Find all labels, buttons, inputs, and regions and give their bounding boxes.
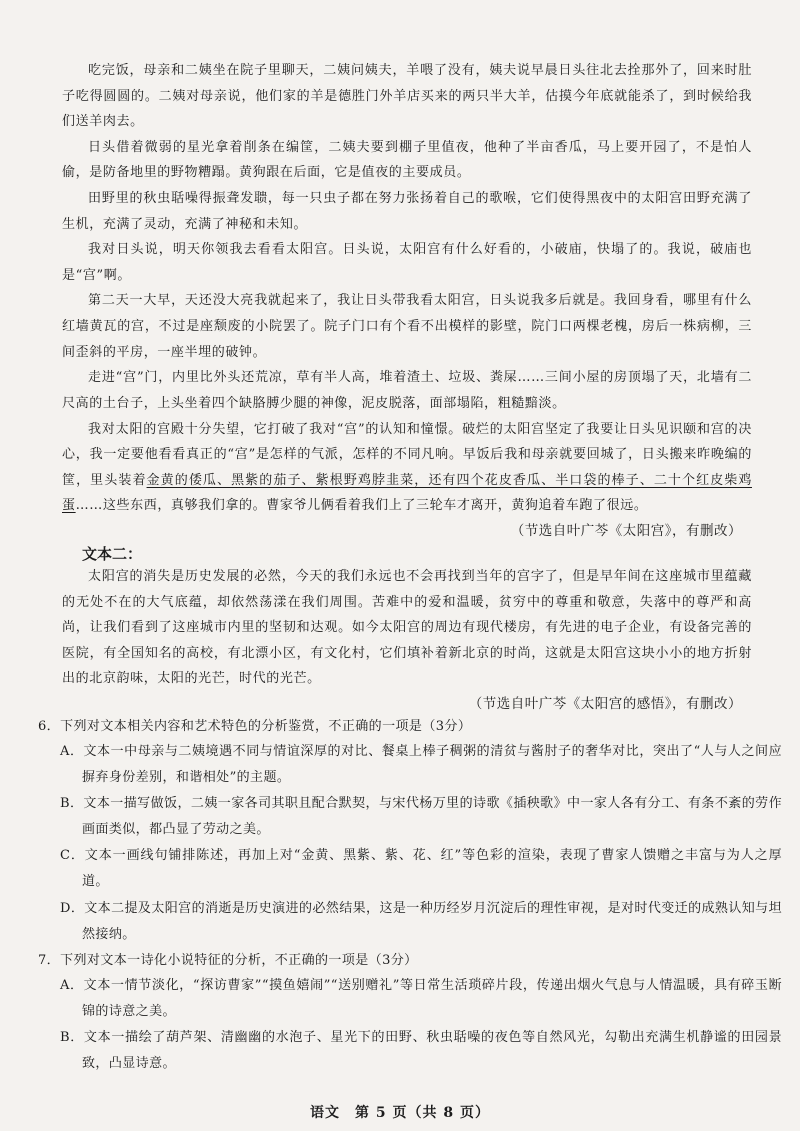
paragraph-7-text-a: 我对太阳的宫殿十分失望，它打破了我对“宫”的认知和憧憬。破烂的太阳宫坚定了我要让日头见识颐和宫的决心，我一定要他看看真正的“宫”是怎样的气派，怎样的不同凡响。早饭后我和母亲就要回城了，日头搬来昨晚编的筐，里头装着 xyxy=(62,421,752,488)
text1-paragraph-4: 我对日头说，明天你领我去看看太阳宫。日头说，太阳宫有什么好看的，小破庙，快塌了的。我说，破庙也是“宫”啊。 xyxy=(62,242,752,283)
text1-paragraph-7 xyxy=(62,417,752,519)
question-7-option-a: A．文本一情节淡化，“探访曹家”“摸鱼嬉闹”“送别赠礼”等日常生活琐碎片段，传递出烟火气息与人情温暖，具有碎玉断锦的诗意之美。 xyxy=(60,977,782,1019)
text1-paragraph-2: 日头借着微弱的星光拿着削条在编筐，二姨夫要到棚子里值夜，他种了半亩香瓜，马上要开园了，不是怕人偷，是防备地里的野物糟蹋。黄狗跟在后面，它是值夜的主要成员。 xyxy=(62,139,752,181)
question-7-option-b: B．文本一描绘了葫芦架、清幽幽的水泡子、星光下的田野、秋虫聒噪的夜色等自然风光，勾勒出充满生机静谧的田园景致，凸显诗意。 xyxy=(60,1029,782,1072)
page-footer: 语文 第 5 页（共 8 页） xyxy=(310,1105,490,1121)
question-6-stem: 6．下列对文本相关内容和艺术特色的分析鉴赏，不正确的一项是（3分） xyxy=(38,719,472,735)
text2-heading: 文本二： xyxy=(82,544,143,563)
question-7-stem: 7．下列对文本一诗化小说特征的分析，不正确的一项是（3分） xyxy=(38,952,418,968)
text1-source: （节选自叶广芩《太阳宫》，有删改） xyxy=(510,522,742,539)
text1-paragraph-6: 走进“宫”门，内里比外头还荒凉，草有半人高，堆着渣土、垃圾、粪屎……三间小屋的房顶塌了天，北墙有二尺高的土台子，上头坐着四个缺胳膊少腿的神像，泥皮脱落，面部塌陷，粗糙黯淡。 xyxy=(62,370,752,411)
text1-paragraph-3: 田野里的秋虫聒噪得振聋发聩，每一只虫子都在努力张扬着自己的歌喉，它们使得黑夜中的太阳宫田野充满了生机，充满了灵动，充满了神秘和未知。 xyxy=(62,191,752,232)
underlined-sentence: 金黄的倭瓜、黑紫的茄子、紫根野鸡脖韭菜，还有四个花皮香瓜、半口袋的棒子、二十个红皮柴鸡蛋 xyxy=(62,472,752,514)
question-6-option-d: D．文本二提及太阳宫的消逝是历史演进的必然结果，这是一种历经岁月沉淀后的理性审视，是对时代变迁的成熟认知与坦然接纳。 xyxy=(60,900,782,942)
text1-paragraph-5: 第二天一大早，天还没大亮我就起来了，我让日头带我看太阳宫，日头说我多后就是。我回身看，哪里有什么红墙黄瓦的宫，不过是座颓废的小院罢了。院子门口有个看不出模样的影壁，院门口两棵老槐，房后一株病柳，三间歪斜的平房，一座半埋的破钟。 xyxy=(62,293,752,360)
question-6-option-b: B．文本一描写做饭，二姨一家各司其职且配合默契，与宋代杨万里的诗歌《插秧歌》中一家人各有分工、有条不紊的劳作画面类似，都凸显了劳动之美。 xyxy=(60,796,782,838)
text2-paragraph: 太阳宫的消失是历史发展的必然，今天的我们永远也不会再找到当年的宫字了，但是早年间在这座城市里蕴藏的无处不在的大气底蕴，却依然荡漾在我们周围。苦难中的爱和温暖，贫穷中的尊重和敬意，失落中的尊严和高尚，让我们看到了这座城市内里的坚韧和达观。如今太阳宫的周边有现代楼房，有先进的电子企业，有设备完善的医院，有全国知名的高校，有北漂小区，有文化村，它们填补着新北京的时尚，这就是太阳宫这块小小的地方折射出的北京韵味，太阳的光芒，时代的光芒。 xyxy=(62,568,752,687)
paragraph-7-text-b: ……这些东西，真够我们拿的。曹家爷儿俩看着我们上了三轮车才离开，黄狗追着车跑了很远。 xyxy=(75,498,648,514)
text1-paragraph-1: 吃完饭，母亲和二姨坐在院子里聊天，二姨问姨夫，羊喂了没有，姨夫说早晨日头往北去拴那外了，回来时肚子吃得圆圆的。二姨对母亲说，他们家的羊是德胜门外羊店买来的两只半大羊，估摸今年底就能杀了，到时候给我们送羊肉去。 xyxy=(62,63,752,130)
text2-source: （节选自叶广芩《太阳宫的感悟》，有删改） xyxy=(468,696,742,713)
question-6-option-a: A．文本一中母亲与二姨境遇不同与情谊深厚的对比、餐桌上棒子稠粥的清贫与酱肘子的奢华对比，突出了“人与人之间应摒弃身份差别，和谐相处”的主题。 xyxy=(60,744,782,786)
question-6-option-c: C．文本一画线句铺排陈述，再加上对“金黄、黑紫、紫、花、红”等色彩的渲染，表现了曹家人馈赠之丰富与为人之厚道。 xyxy=(60,848,782,890)
